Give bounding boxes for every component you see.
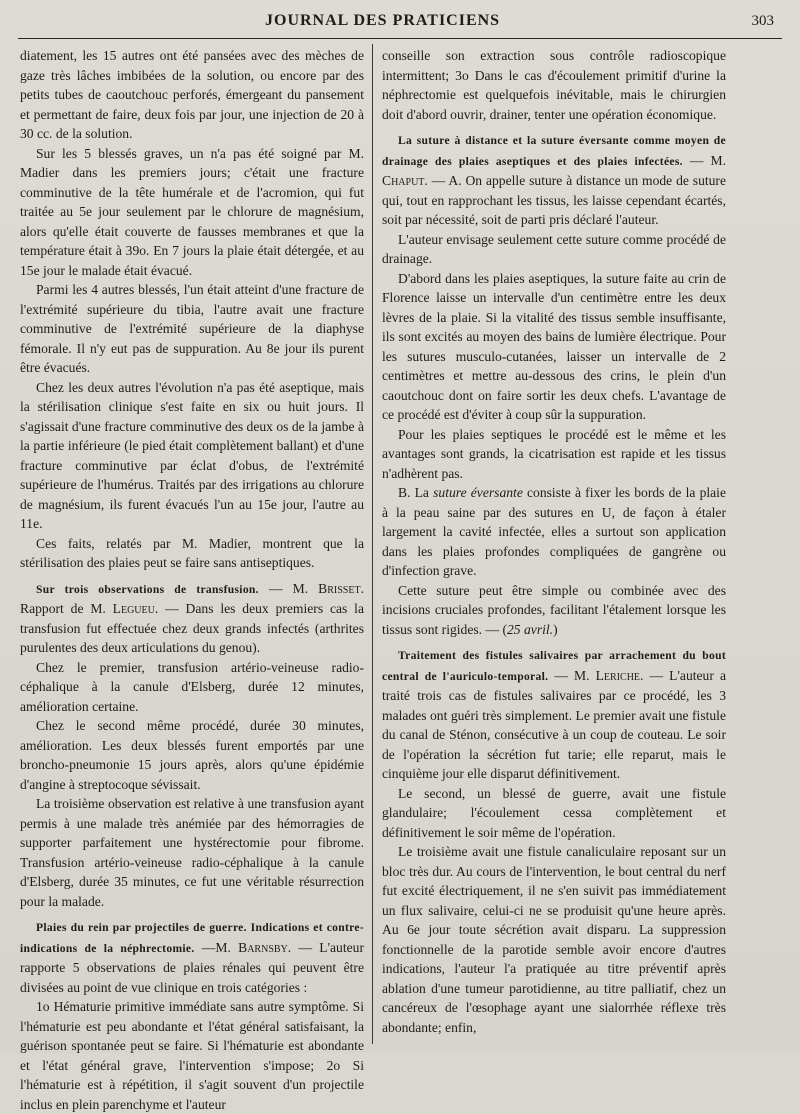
section-suture (382, 130, 726, 230)
paragraph: D'abord dans les plaies aseptiques, la suture faite au crin de Florence laisse un intervalle d'un centimètre entre les deux lèvres de la plaie. Si la vitalité des tissus semble insuffisante, ils sont excités au moyen des bains de lumière électrique. Pour les sutures musculo-cutanées, laisser un intervalle de 2 centimètres et mettre au-dessous des crins, le plein d'un caoutchouc dont on faire sortir les deux chefs. L'avantage de ce procédé est d'éviter à coup sûr la suppuration. (382, 270, 726, 422)
paragraph: L'auteur envisage seulement cette suture comme procédé de drainage. (382, 231, 726, 266)
section-heading: Plaies du rein par projectiles de guerre. Indications et contre-indications de la néphrectomie. (20, 921, 364, 955)
section-heading: Traitement des fistules salivaires par arrachement du bout central de l'auriculo-temporal. (382, 649, 726, 683)
author-name: Leriche (595, 667, 641, 683)
paragraph (382, 581, 726, 640)
paragraph: conseille son extraction sous contrôle radioscopique intermittent; 3o Dans le cas d'écoulement primitif d'urine la néphrectomie est quelquefois inévitable, mais le chirurgien doit d'abord ouvrir, drainer, tenter une opération économique. (382, 48, 726, 122)
paragraph: La troisième observation est relative à une transfusion ayant permis à une malade très anémiée par des hémorragies de supporter parfaitement une hystérectomie pour fibrome. Transfusion artério-veineuse radio-céphalique à la canule d'Elsberg, durée 35 minutes, ce fut une véritable résurrection pour la malade. (20, 796, 364, 909)
paragraph: Chez les deux autres l'évolution n'a pas été aseptique, mais la stérilisation clinique s'est faite en six ou huit jours. Il s'agissait d'une fracture comminutive des deux os de la jambe à la partie inférieure (le pied était complètement ballant) et d'une fracture comminutive par éclat d'obus, de l'extrémité supérieure de l'humérus. Traités par des irrigations au chlorure de magnésium, ils furent évacués l'un au 15e jour, l'autre au 11e. (20, 379, 364, 531)
paragraph: diatement, les 15 autres ont été pansées avec des mèches de gaze très lâches imbibées de la solution, ou encore par des petits tubes de caoutchouc perforés, émergeant du pansement et permettant de faire, deux fois par jour, une injection de 20 à 30 cc. de la solution. (20, 48, 364, 141)
text: —M. (194, 939, 239, 955)
paragraph: Chez le second même procédé, durée 30 minutes, amélioration. Les deux blessés furent emportés par une broncho-pneumonie 15 jours après, alors qu'une épidémie d'angine à streptocoque sévissait. (20, 718, 364, 792)
section-heading: Sur trois observations de transfusion. (36, 582, 259, 596)
paragraph (382, 483, 726, 581)
text: . Rapport de M. (20, 580, 364, 616)
author-name: Brisset (318, 580, 361, 596)
running-title: JOURNAL DES PRATICIENS (265, 12, 501, 29)
header-rule (18, 38, 782, 39)
reporter-name: Legueu (112, 601, 155, 616)
text: B. La (398, 485, 434, 500)
text: consiste à fixer les bords de la plaie à la peau saine par des sutures en U, de façon à étaler largement la cavité infectée, elles a surtout son application dans les plaies profondes compliquées de gangrène ou d'infection grave. (382, 485, 726, 578)
text: Cette suture peut être simple ou combinée avec des incisions cruciales profondes, facilitant l'étalement lorsque les tissus sont rigides. — ( (382, 582, 726, 637)
right-column (382, 46, 726, 1037)
paragraph: Sur les 5 blessés graves, un n'a pas été soigné par M. Madier dans les premiers jours; c'était une fracture comminutive de la tête humérale et de l'acromion, qui fut traitée au 5e jour seulement par le chlorure de magnésium, alors qu'elle était couverte de fausses membranes et que la température était à 39o. En 7 jours la plaie était détergée, et au 15e jour le malade était évacué. (20, 145, 364, 278)
section-transfusion (20, 579, 364, 658)
author-name: Barnsby (238, 939, 288, 955)
text: . — Dans les deux premiers cas la transfusion fut effectuée chez deux grands infectés (arthrites purulentes des deux articulations du genou). (20, 601, 364, 655)
paragraph: Parmi les 4 autres blessés, l'un était atteint d'une fracture de l'extrémité supérieure du tibia, l'autre avait une fracture comminutive de l'extrémité supérieure de la diaphyse fémorale. Il n'y eut pas de suppuration. Au 8e jour ils purent être évacués. (20, 282, 364, 375)
section-heading: La suture à distance et la suture éversante comme moyen de drainage des plaies aseptiques et des plaies infectées. (382, 134, 726, 168)
text: ) (553, 621, 558, 637)
section-plaies-rein (20, 917, 364, 997)
text: — M. (682, 152, 726, 168)
text: — M. (548, 667, 596, 683)
text: . — L'auteur rapporte 5 observations de plaies rénales qui peuvent être divisées au point de vue clinique en trois catégories : (20, 939, 364, 995)
paragraph: Pour les plaies septiques le procédé est le même et les avantages sont grands, la cicatrisation est rapide et les tissus n'adhèrent pas. (382, 426, 726, 481)
column-divider (372, 44, 373, 1044)
text: . — A. On appelle suture à distance un mode de suture qui, tout en rapprochant les tissus, les laisse cependant écartés, soit par nécessité, soit de parti pris déclaré l'auteur. (382, 173, 726, 227)
paragraph: Le second, un blessé de guerre, avait une fistule glandulaire; l'écoulement cessa complètement et définitivement le soir même de l'opération. (382, 785, 726, 840)
paragraph: Ces faits, relatés par M. Madier, montrent que la stérilisation des plaies peut se faire sans antiseptiques. (20, 535, 364, 570)
paragraph: 1o Hématurie primitive immédiate sans autre symptôme. Si l'hématurie est peu abondante et l'état général satisfaisant, la guérison spontanée peut se faire. Si l'hématurie est abondante et l'état général grave, l'intervention s'impose; 2o Si l'hématurie est à répétition, il s'agit souvent d'un projectile inclus en plein parenchyme et l'auteur (20, 999, 364, 1112)
section-fistules (382, 645, 726, 784)
page-header (0, 10, 800, 34)
left-column (20, 46, 364, 1114)
text: . — L'auteur a traité trois cas de fistules salivaires par ce procédé, les 3 malades ont guéri très simplement. Le premier avait une fistule du canal de Sténon, consécutive à un coup de couteau. Le soir de l'opération la sécrétion fut tarie; elle reparut, mais le cinquième jour elle disparut définitivement. (382, 667, 726, 781)
emphasis: suture éversante (433, 485, 523, 500)
page-number: 303 (751, 13, 774, 29)
author-name: Chaput (382, 173, 425, 188)
paragraph: Chez le premier, transfusion artério-veineuse radio-céphalique à la canule d'Elsberg, durée 12 minutes, amélioration certaine. (20, 659, 364, 714)
text: — M. (258, 580, 319, 596)
date: 25 avril. (507, 621, 554, 637)
paragraph: Le troisième avait une fistule canaliculaire reposant sur un bloc très dur. Au cours de l'intervention, le bout central du nerf fut excité électriquement, il ne s'en suivit pas immédiatement un flux salivaire, celui-ci ne se produisit qu'une heure après. Au 6e jour toute sécrétion avait disparu. La suppression fonctionnelle de la parotide semble avoir encore d'autres indications, l'auteur l'a pratiquée au titre préventif après ablation d'une tumeur parotidienne, au titre palliatif, chez un cancéreux de l'œsophage ayant une sialorrhée réflexe très abondante; enfin, (382, 844, 726, 1035)
